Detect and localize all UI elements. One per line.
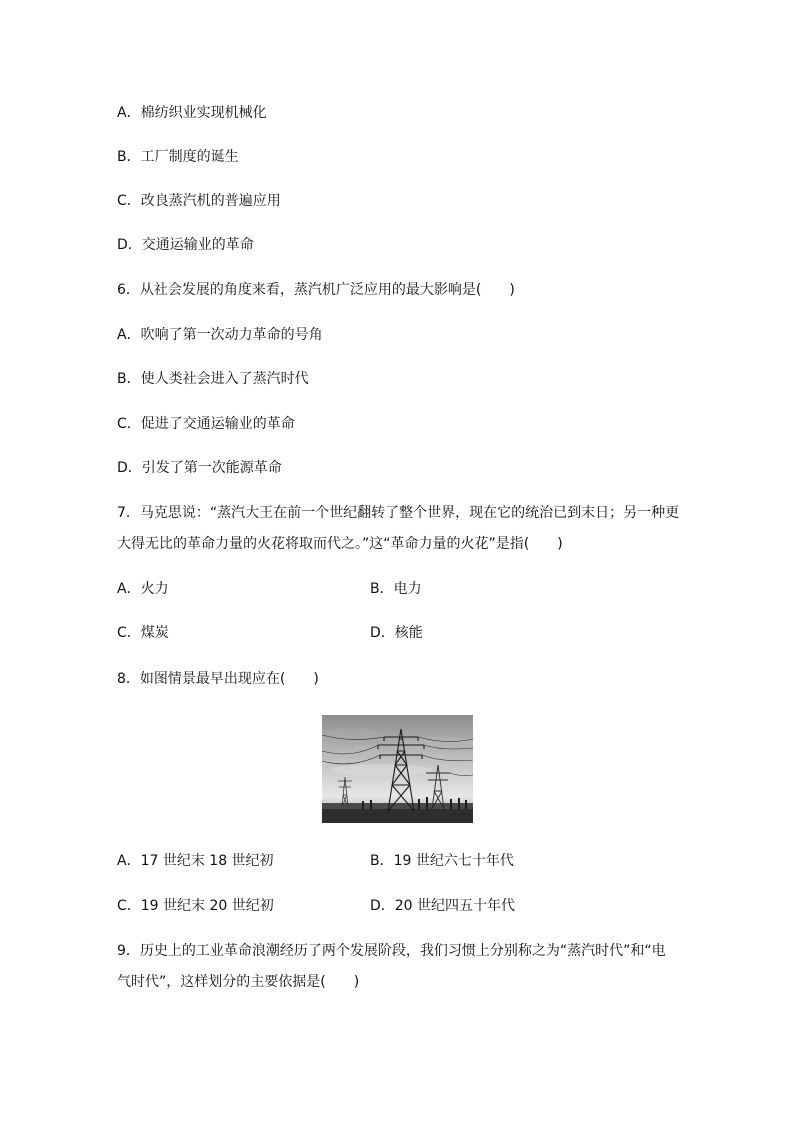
q7-stem-line1: 7．马克思说：“蒸汽大王在前一个世纪翻转了整个世界，现在它的统治已到末日；另一种更 xyxy=(117,505,680,521)
q9-stem-line2: 气时代”，这样划分的主要依据是( ) xyxy=(117,974,360,990)
q5-option-d: D．交通运输业的革命 xyxy=(117,237,254,253)
q7-option-a: A．火力 xyxy=(117,581,169,597)
q7-option-b: B．电力 xyxy=(370,581,422,597)
power-tower-photo xyxy=(322,715,473,823)
q8-option-a: A．17 世纪末 18 世纪初 xyxy=(117,853,274,869)
q8-option-c: C．19 世纪末 20 世纪初 xyxy=(117,898,274,914)
q8-option-d: D．20 世纪四五十年代 xyxy=(370,898,516,914)
q5-option-c: C．改良蒸汽机的普遍应用 xyxy=(117,193,281,209)
q9-stem-line1: 9．历史上的工业革命浪潮经历了两个发展阶段，我们习惯上分别称之为“蒸汽时代”和“电 xyxy=(117,943,666,959)
q7-option-c: C．煤炭 xyxy=(117,625,169,641)
q8-stem: 8．如图情景最早出现应在( ) xyxy=(117,671,319,687)
q6-option-c: C．促进了交通运输业的革命 xyxy=(117,416,295,432)
q7-stem-line2: 大得无比的革命力量的火花将取而代之。”这“革命力量的火花”是指( ) xyxy=(117,536,563,552)
q6-option-a: A．吹响了第一次动力革命的号角 xyxy=(117,327,323,343)
q6-option-b: B．使人类社会进入了蒸汽时代 xyxy=(117,371,309,387)
q5-option-a: A．棉纺织业实现机械化 xyxy=(117,105,267,121)
q6-option-d: D．引发了第一次能源革命 xyxy=(117,460,282,476)
q5-option-b: B．工厂制度的诞生 xyxy=(117,149,239,165)
q8-option-b: B．19 世纪六七十年代 xyxy=(370,853,514,869)
q7-option-d: D．核能 xyxy=(370,625,423,641)
q6-stem: 6．从社会发展的角度来看，蒸汽机广泛应用的最大影响是( ) xyxy=(117,282,515,298)
